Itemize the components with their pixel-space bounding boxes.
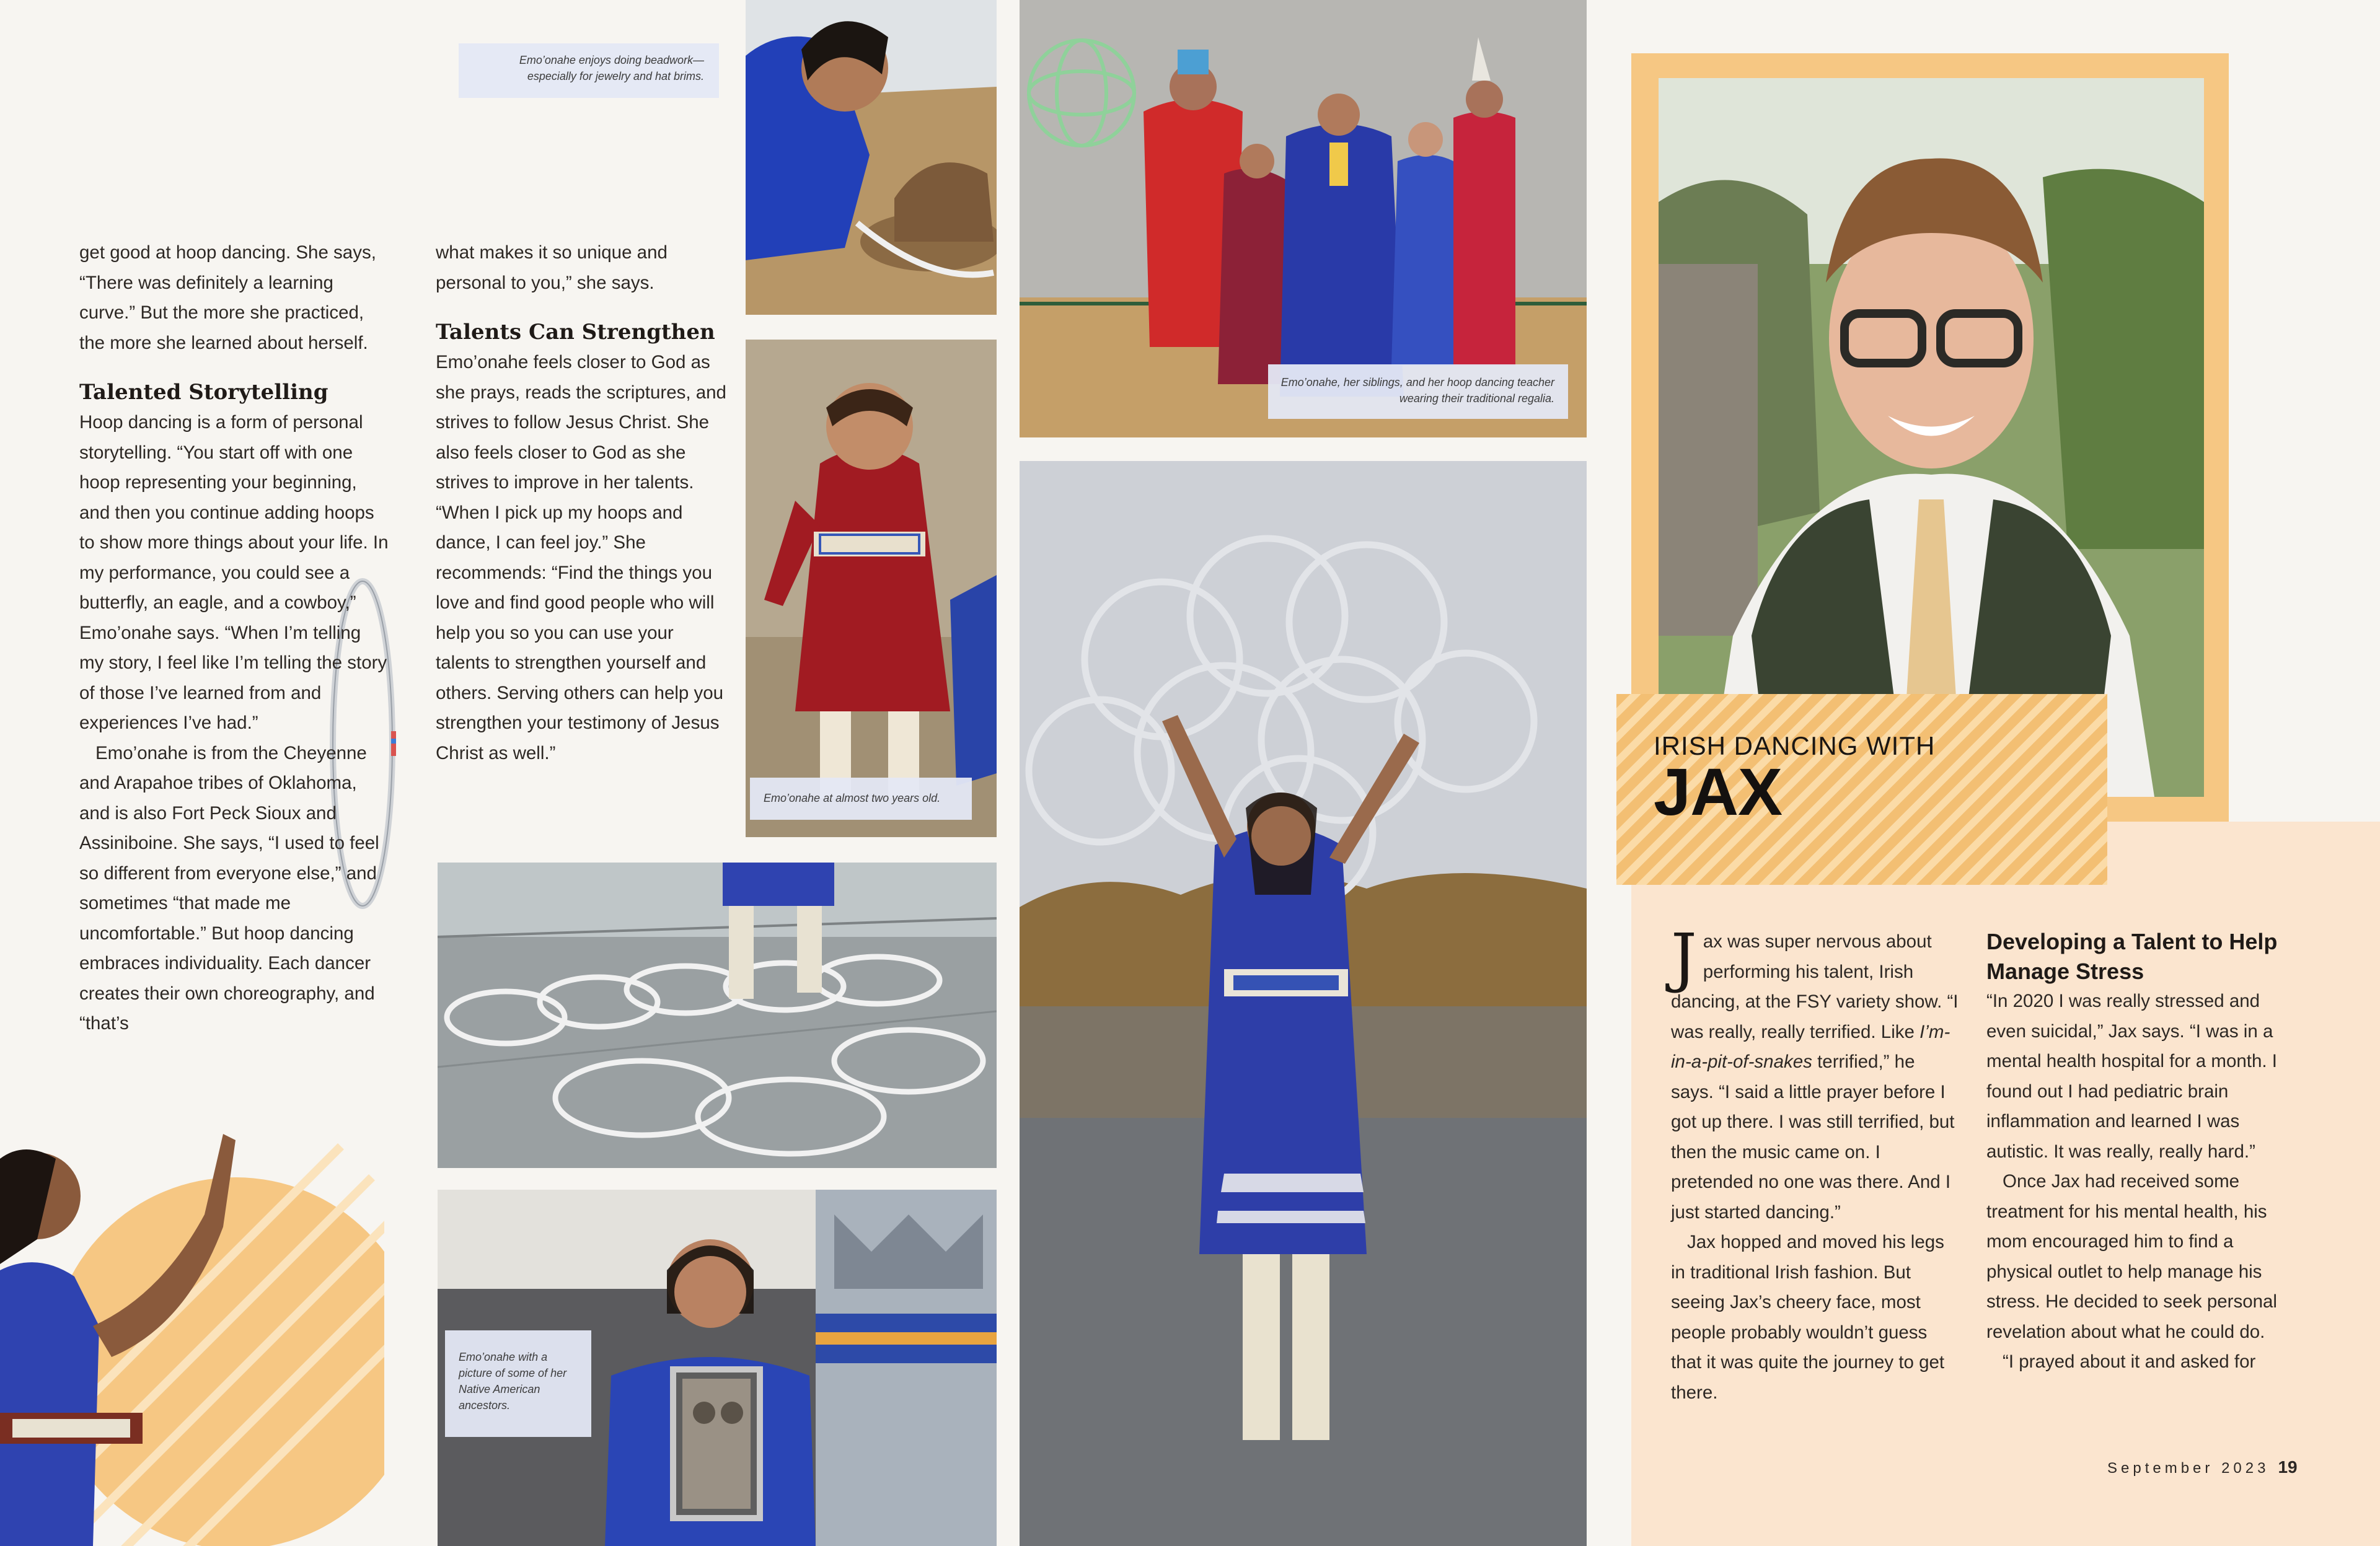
jax-portrait-photo	[1659, 78, 2204, 797]
drop-cap: J	[1671, 920, 1697, 995]
photo-caption-ancestors: Emo’onahe with a picture of some of her Native American ancestors.	[445, 1330, 591, 1437]
paragraph: get good at hoop dancing. She says, “There was definitely a learning curve.” But the more she practiced, the more she learned about herself.	[79, 242, 376, 353]
section-heading-talents-can-strengthen: Talents Can Strengthen	[436, 320, 715, 345]
hoop-dancer-photo	[1020, 461, 1587, 1546]
section-heading-talented-storytelling: Talented Storytelling	[79, 380, 328, 405]
paragraph: “I prayed about it and asked for	[2003, 1351, 2256, 1372]
jax-column-1	[1671, 920, 1962, 1408]
dancer-corner-photo	[0, 1066, 384, 1546]
toddler-photo	[746, 340, 997, 837]
beadwork-photo	[746, 0, 997, 315]
paragraph: Emo’onahe feels closer to God as she prays, reads the scriptures, and strives to follow Jesus Christ. She also feels closer to God as she strives to improve in her talents. “When I pick up my hoops and dance, I can feel joy.” She recommends: “Find the things you love and find good people who will help you so you can use your talents to strengthen yourself and others. Serving others can help you strengthen your testimony of Jesus Christ as well.”	[436, 352, 726, 763]
italic-text: I’m-in-a-pit-of-snakes	[1671, 1021, 1950, 1072]
jax-column-2	[1986, 927, 2284, 1377]
article-column-2	[436, 238, 727, 768]
issue-date: September 2023	[2107, 1460, 2270, 1477]
section-heading-developing-talent: Developing a Talent to Help Manage Stress	[1986, 929, 2278, 984]
paragraph: what makes it so unique and personal to you,” she says.	[436, 242, 668, 293]
paragraph: Jax hopped and moved his legs in traditional Irish fashion. But seeing Jax’s cheery face, most people probably wouldn’t guess that it was quite the journey to get there.	[1671, 1232, 1945, 1403]
photo-caption-family: Emo’onahe, her siblings, and her hoop dancing teacher wearing their traditional regalia.	[1268, 364, 1568, 419]
page-footer	[2107, 1457, 2298, 1477]
page-number: 19	[2278, 1457, 2298, 1477]
photo-caption-toddler: Emo’onahe at almost two years old.	[750, 778, 972, 820]
paragraph: Hoop dancing is a form of personal storytelling. “You start off with one hoop representing your beginning, and then you continue adding hoops to show more things about your life. In my performance, you could see a butterfly, an eagle, and a cowboy,” Emo’onahe says. “When I’m telling my story, I feel like I’m telling the story of those I’ve learned from and experiences I’ve had.”	[79, 412, 389, 733]
paragraph: Once Jax had received some treatment for his mental health, his mom encouraged him to find a physical outlet to help manage his stress. He decided to seek personal revelation about what he could do.	[1986, 1171, 2277, 1342]
paragraph	[1671, 920, 1962, 1228]
banner-subtitle: IRISH DANCING WITH	[1654, 731, 1936, 760]
hoops-on-ground-photo	[438, 863, 997, 1168]
photo-caption-beadwork: Emo’onahe enjoys doing beadwork— especially for jewelry and hat brims.	[459, 43, 719, 98]
article-column-1	[79, 238, 389, 1039]
text-run: ax was super nervous about performing his talent, Irish dancing, at the FSY variety show. “I was really, really terrified. Like	[1671, 931, 1959, 1042]
text-run: terrified,” he says. “I said a little prayer before I got up there. I was still terrified, but then the music came on. I pretended no one was there. And I just started dancing.”	[1671, 1052, 1955, 1223]
title-banner	[1616, 694, 2107, 885]
banner-title: JAX	[1654, 754, 1783, 829]
paragraph: Emo’onahe is from the Cheyenne and Arapahoe tribes of Oklahoma, and is also Fort Peck Sioux and Assiniboine. She says, “I used to feel so different from everyone else,” and sometimes “that made me uncomfortable.” But hoop dancing embraces individuality. Each dancer creates their own choreography, and “that’s	[79, 742, 379, 1034]
paragraph: “In 2020 I was really stressed and even suicidal,” Jax says. “I was in a mental health hospital for a month. I found out I had pediatric brain inflammation and learned I was autistic. It was really, really hard.”	[1986, 991, 2277, 1162]
